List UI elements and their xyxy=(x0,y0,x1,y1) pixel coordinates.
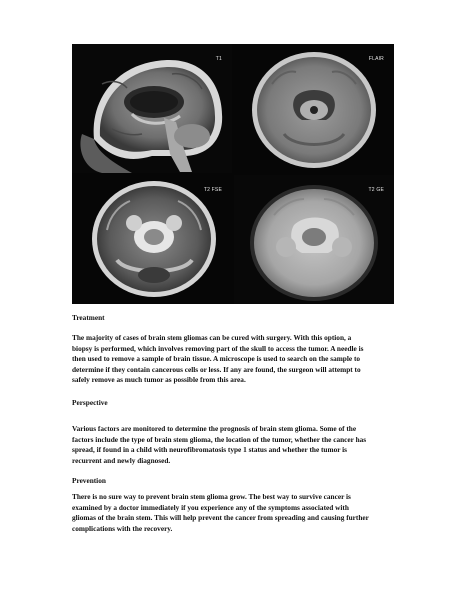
text-line: then used to remove a sample of brain tissue. A microscope is used to search on the sample to xyxy=(72,354,361,364)
section-heading-perspective: Perspective xyxy=(72,398,108,407)
mri-axial-t2-ge-image xyxy=(234,175,394,304)
text-line: determine if they contain cancerous cells or less. If any are found, the surgeon will attempt to xyxy=(72,364,361,374)
mri-panel-t2-fse xyxy=(72,175,232,304)
mri-axial-flair-image xyxy=(234,44,394,173)
text-line: Various factors are monitored to determine the prognosis of brain stem glioma. Some of the xyxy=(72,424,357,433)
text-line: There is no sure way to prevent brain stem glioma grow. The best way to survive cancer is xyxy=(72,492,351,501)
text-line: gliomas of the brain stem. This will help prevent the cancer from spreading and causing further xyxy=(72,513,369,523)
panel-label-t1: T1 xyxy=(215,56,222,62)
mri-panel-t1 xyxy=(72,44,232,173)
panel-label-t2-ge: T2 GE xyxy=(368,187,384,193)
paragraph-treatment xyxy=(72,333,402,386)
mri-axial-t2-fse-image xyxy=(72,175,232,304)
text-line: spread, if found in a child with neurofibromatosis type 1 status and whether the tumor is xyxy=(72,445,348,455)
panel-label-flair: FLAIR xyxy=(368,56,384,62)
text-line: The majority of cases of brain stem gliomas can be cured with surgery. With this option, a xyxy=(72,333,352,342)
paragraph-prevention xyxy=(72,492,402,534)
mri-panel-t2-ge xyxy=(234,175,394,304)
mri-sagittal-image xyxy=(72,44,232,173)
text-line: recurrent and newly diagnosed. xyxy=(72,455,171,465)
text-line: examined by a doctor immediately if you experience any of the symptoms associated with xyxy=(72,502,349,512)
panel-label-t2-fse: T2 FSE xyxy=(203,187,222,193)
text-line: complications with the recovery. xyxy=(72,523,173,533)
section-heading-prevention: Prevention xyxy=(72,476,106,485)
text-line: biopsy is performed, which involves removing part of the skull to access the tumor. A needle is xyxy=(72,343,364,353)
section-heading-treatment: Treatment xyxy=(72,313,105,322)
text-line: factors include the type of brain stem glioma, the location of the tumor, whether the cancer has xyxy=(72,434,367,444)
mri-figure xyxy=(72,44,394,304)
text-line: safely remove as much tumor as possible from this area. xyxy=(72,375,246,385)
paragraph-perspective xyxy=(72,424,402,466)
mri-panel-flair xyxy=(234,44,394,173)
